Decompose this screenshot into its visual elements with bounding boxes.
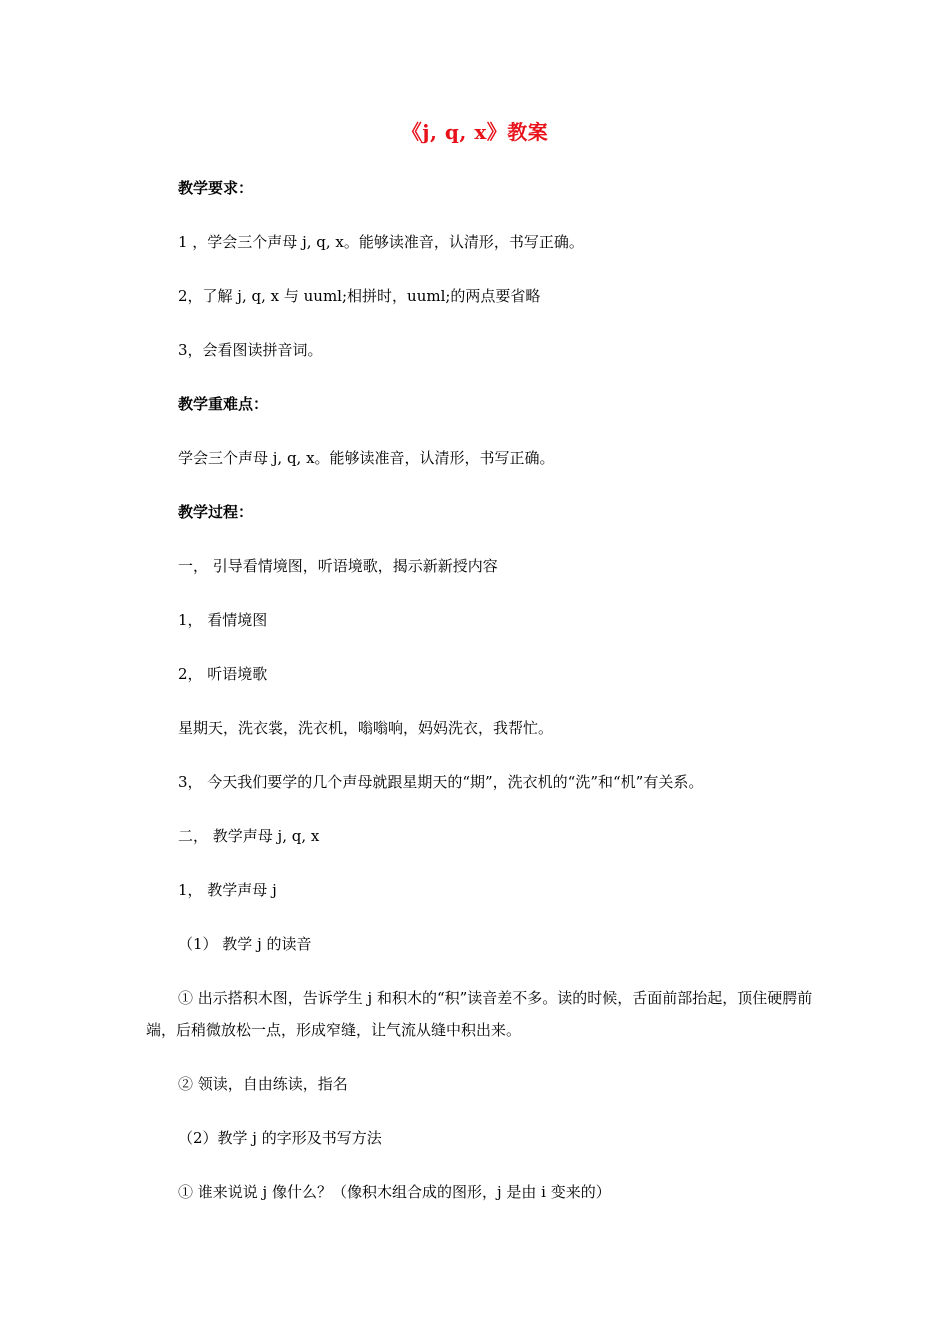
song-lyrics: 星期天，洗衣裳，洗衣机，嗡嗡响，妈妈洗衣，我帮忙。 — [178, 719, 554, 737]
requirement-item-2: 2，了解 j, q, x 与 uuml;相拼时，uuml;的两点要省略 — [178, 287, 541, 305]
process-substep-2-1-b: （2）教学 j 的字形及书写方法 — [178, 1129, 382, 1147]
process-substep-1-3: 3， 今天我们要学的几个声母就跟星期天的“期”，洗衣机的“洗”和“机”有关系。 — [178, 773, 704, 791]
requirement-item-1: 1 ，学会三个声母 j, q, x。能够读准音，认清形，书写正确。 — [178, 233, 584, 251]
requirement-item-3: 3，会看图读拼音词。 — [178, 341, 323, 359]
section-heading-process: 教学过程： — [178, 503, 254, 521]
instruction-item-2: ② 领读，自由练读，指名 — [178, 1075, 348, 1093]
key-point-text: 学会三个声母 j, q, x。能够读准音，认清形，书写正确。 — [178, 449, 555, 467]
section-heading-key-points: 教学重难点： — [178, 395, 269, 413]
process-step-2: 二， 教学声母 j, q, x — [178, 827, 320, 845]
instruction-item-3: ① 谁来说说 j 像什么？（像积木组合成的图形，j 是由 i 变来的） — [178, 1183, 611, 1201]
process-step-1: 一， 引导看情境图，听语境歌，揭示新新授内容 — [178, 557, 498, 575]
section-heading-requirements: 教学要求： — [178, 179, 254, 197]
instruction-paragraph-1: ① 出示搭积木图，告诉学生 j 和积木的“积”读音差不多。读的时候，舌面前部抬起，顶住硬腭前端，后稍微放松一点，形成窄缝，让气流从缝中积出来。 — [146, 989, 813, 1039]
process-substep-2-1: 1， 教学声母 j — [178, 881, 277, 899]
process-substep-1-1: 1， 看情境图 — [178, 611, 268, 629]
process-substep-2-1-a: （1） 教学 j 的读音 — [178, 935, 312, 953]
process-substep-1-2: 2， 听语境歌 — [178, 665, 268, 683]
document-title: 《j, q, x》教案 — [401, 120, 549, 144]
